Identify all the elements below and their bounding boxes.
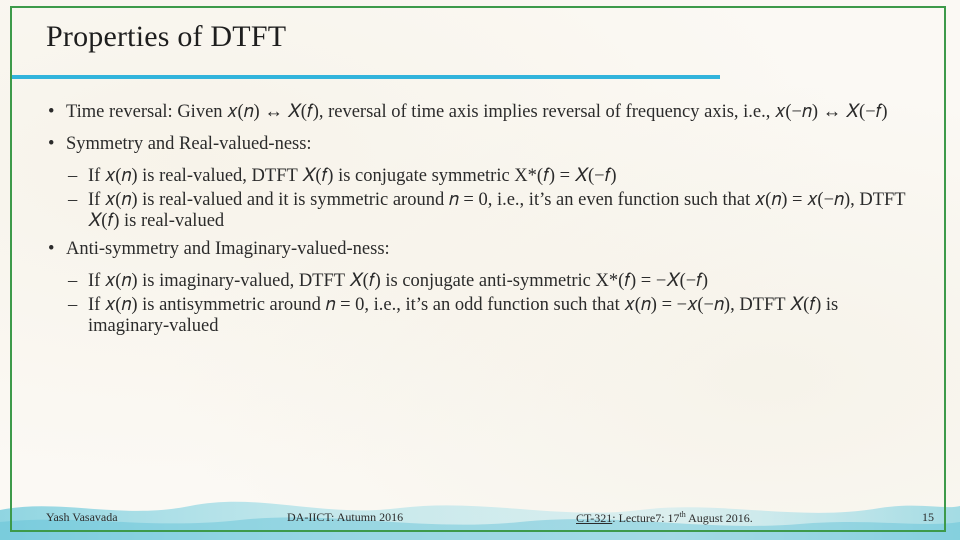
- bullet-text: Anti-symmetry and Imaginary-valued-ness:: [66, 239, 390, 259]
- sub-bullet-text: If 𝑥(𝑛) is real-valued, DTFT 𝑋(𝑓) is conjugate symmetric X*(𝑓) = 𝑋(−𝑓): [88, 166, 617, 186]
- footer-lecture: [576, 510, 753, 526]
- sub-bullet-marker: –: [68, 295, 78, 315]
- slide-content: [48, 102, 918, 340]
- sub-bullet-text: If 𝑥(𝑛) is antisymmetric around 𝑛 = 0, i.e., it’s an odd function such that 𝑥(𝑛) = −𝑥(−𝑛), DTFT 𝑋(𝑓) is imaginary-valued: [88, 295, 839, 336]
- bullet-text: Time reversal: Given 𝑥(𝑛) ↔ 𝑋(𝑓), reversal of time axis implies reversal of frequency axis, i.e., 𝑥(−𝑛) ↔ 𝑋(−𝑓): [66, 102, 888, 122]
- lecture-suffix: August 2016.: [685, 511, 753, 525]
- sub-bullet-marker: –: [68, 166, 78, 186]
- lecture-prefix: : Lecture7: 17: [612, 511, 680, 525]
- footer-author: Yash Vasavada: [46, 510, 118, 524]
- bullet-symmetry: [48, 134, 918, 155]
- sub-bullet-odd-function: [48, 295, 918, 337]
- title-underline: [12, 75, 720, 79]
- slide-title: Properties of DTFT: [46, 20, 287, 53]
- footer-institution: DA-IICT: Autumn 2016: [287, 510, 404, 524]
- bullet-anti-symmetry: [48, 239, 918, 260]
- lecture-date-suffix: th: [679, 510, 686, 519]
- course-code: CT-321: [576, 511, 613, 525]
- sub-bullet-real-valued: [48, 166, 918, 187]
- sub-bullet-text: If 𝑥(𝑛) is real-valued and it is symmetric around 𝑛 = 0, i.e., it’s an even function such that 𝑥(𝑛) = 𝑥(−𝑛), DTFT 𝑋(𝑓) is real-valued: [88, 190, 906, 231]
- bullet-text: Symmetry and Real-valued-ness:: [66, 134, 312, 154]
- sub-bullet-marker: –: [68, 190, 78, 210]
- bullet-marker: •: [48, 239, 55, 259]
- page-number: 15: [922, 510, 934, 524]
- sub-bullet-text: If 𝑥(𝑛) is imaginary-valued, DTFT 𝑋(𝑓) is conjugate anti-symmetric X*(𝑓) = −𝑋(−𝑓): [88, 271, 709, 291]
- sub-bullet-even-function: [48, 190, 918, 232]
- bullet-time-reversal: [48, 102, 918, 123]
- sub-bullet-imaginary-valued: [48, 271, 918, 292]
- bullet-marker: •: [48, 134, 55, 154]
- bullet-marker: •: [48, 102, 55, 122]
- sub-bullet-marker: –: [68, 271, 78, 291]
